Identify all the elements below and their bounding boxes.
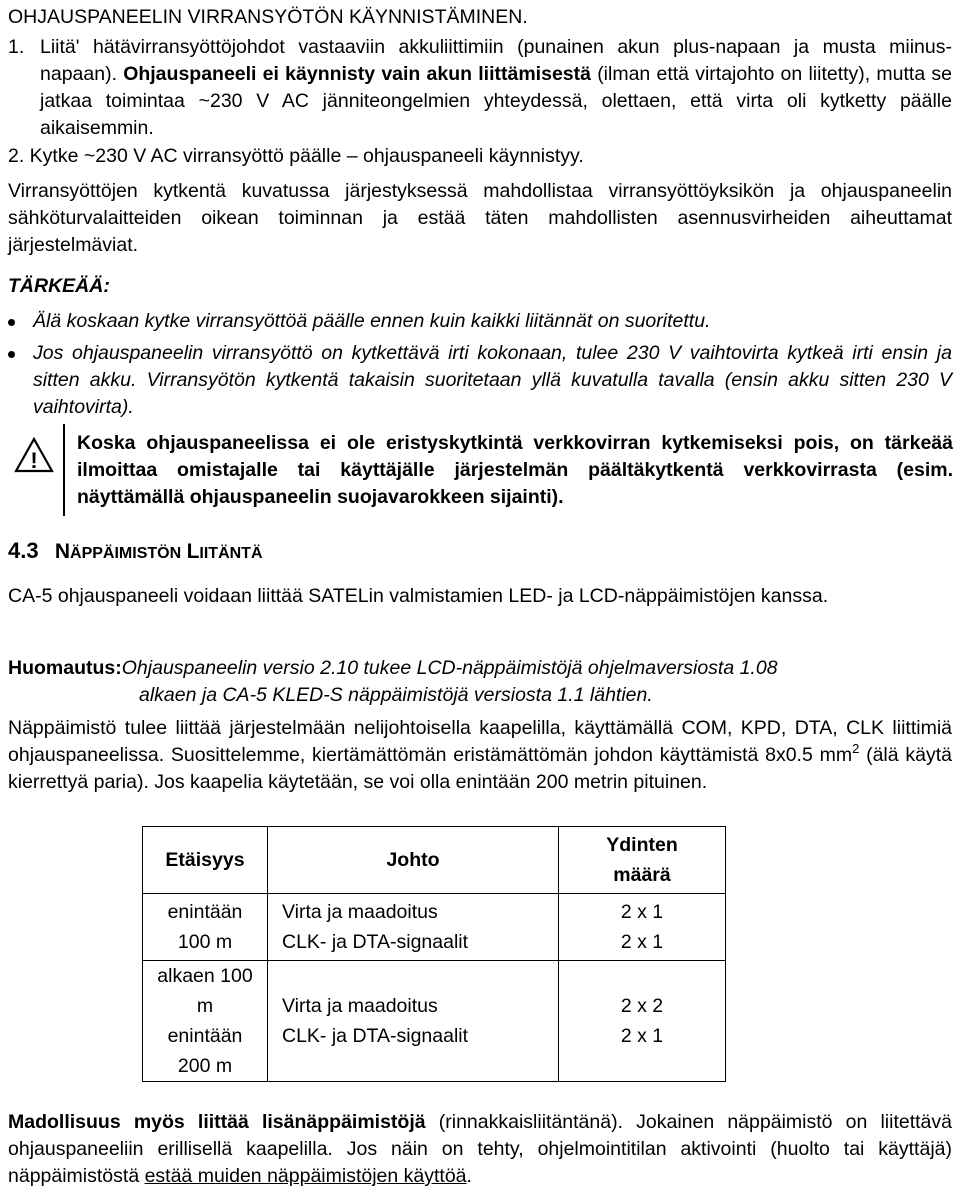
step-1-emphasis: Ohjauspaneeli ei käynnisty vain akun liittämisestä (123, 63, 591, 85)
section-heading (8, 537, 263, 567)
step-1-text-a: Liitä' hätävirransyöttöjohdot vastaaviin akkuliittimiin (punainen akun plus-napaan ja musta miinus-napaan). (40, 36, 952, 85)
bullet-icon (8, 351, 15, 358)
wire-line: CLK- ja DTA-signaalit (282, 931, 469, 953)
important-heading: TÄRKEÄÄ: (8, 275, 110, 297)
distance-cell (143, 894, 268, 961)
wire-line: Virta ja maadoitus (282, 901, 438, 923)
wire-cell (268, 961, 559, 1082)
list-item (8, 308, 952, 335)
header-distance: Etäisyys (143, 827, 268, 894)
count-cell (559, 894, 726, 961)
section-title-initial-1: N (54, 540, 71, 563)
count-cell (559, 961, 726, 1082)
cable-table (142, 826, 726, 1082)
warning-text: Koska ohjauspaneelissa ei ole eristyskytkintä verkkovirran kytkemiseksi pois, on tärkeää ilmoittaa omistajalle tai käyttäjälle järjestelmän päältäkytkentä verkkovirrasta (esim. näyttämällä ohjauspaneelin suojavarokkeen sijainti). (77, 432, 953, 508)
important-list (8, 308, 952, 426)
section-title-initial-2: L (186, 540, 200, 563)
bullet-icon (8, 319, 15, 326)
section-title-rest-1: ÄPPÄIMISTÖN (70, 545, 182, 562)
note-text-1: Ohjauspaneelin versio 2.10 tukee LCD-näppäimistöjä ohjelmaversiosta 1.08 (121, 657, 778, 679)
cable-superscript: 2 (852, 741, 860, 756)
table-row (143, 894, 726, 961)
list-item-text: Älä koskaan kytke virransyöttöä päälle ennen kuin kaikki liitännät on suoritettu. (33, 310, 711, 332)
count-line: 2 x 1 (620, 901, 664, 923)
cable-text-a: Näppäimistö tulee liittää järjestelmään nelijohtoisella kaapelilla, käyttämällä COM, KPD, DTA, CLK liittimiä ohjauspaneelissa. Suosittelemme, kiertämättömän eristämättömän johdon käyttämistä 8x0.5 mm (8, 717, 952, 766)
table-row (143, 961, 726, 1082)
paragraph-compatibility: CA-5 ohjauspaneeli voidaan liittää SATELin valmistamien LED- ja LCD-näppäimistöjen kanssa. (8, 585, 829, 607)
note-text-2: alkaen ja CA-5 KLED-S näppäimistöjä versiosta 1.1 lähtien. (139, 684, 653, 706)
additional-keypads-underlined: estää muiden näppäimistöjen käyttöä (144, 1165, 467, 1187)
note-block (8, 655, 952, 709)
wire-line: CLK- ja DTA-signaalit (282, 1025, 469, 1047)
paragraph-cable (8, 715, 952, 796)
distance-line: 200 m (177, 1055, 233, 1077)
paragraph-sequence: Virransyöttöjen kytkentä kuvatussa järjestyksessä mahdollistaa virransyöttöyksikön ja ohjauspaneelin sähköturvalaitteiden oikean toiminnan ja estää täten mahdollisten asennusvirheiden aiheuttamat järjestelmäviat. (8, 180, 952, 256)
step-1-number: 1. (8, 36, 25, 58)
step-2: 2. Kytke ~230 V AC virransyöttö päälle – ohjauspaneeli käynnistyy. (8, 145, 584, 167)
distance-line: enintään (167, 901, 243, 923)
header-core-count (559, 827, 726, 894)
step-1-text-b: (ilman että virtajohto on liitetty), mutta se jatkaa toimintaa ~230 V AC jänniteongelmien yhteydessä, olettaen, että virta oli kytketty päälle aikaisemmin. (40, 63, 952, 139)
header-wire: Johto (268, 827, 559, 894)
wire-cell (268, 894, 559, 961)
table-header-row (143, 827, 726, 894)
section-number: 4.3 (8, 538, 39, 563)
distance-cell (143, 961, 268, 1082)
paragraph-additional-keypads (8, 1109, 952, 1190)
warning-triangle-icon (14, 437, 54, 473)
distance-line: 100 m (177, 931, 233, 953)
additional-keypads-emphasis: Madollisuus myös liittää lisänäppäimistöjä (8, 1111, 426, 1133)
cable-text-b: (älä käytä kierrettyä paria). Jos kaapelia käytetään, se voi olla enintään 200 metrin pituinen. (8, 744, 952, 793)
count-line: 2 x 1 (620, 931, 664, 953)
distance-line: alkaen 100 (157, 965, 253, 987)
wire-line: Virta ja maadoitus (282, 995, 438, 1017)
count-line: 2 x 2 (620, 995, 664, 1017)
additional-keypads-end: . (466, 1165, 472, 1187)
distance-line: m (196, 995, 214, 1017)
warning-divider (63, 424, 65, 516)
step-1 (8, 34, 952, 142)
warning-mark: ! (30, 448, 38, 473)
page-title: OHJAUSPANEELIN VIRRANSYÖTÖN KÄYNNISTÄMINEN. (8, 6, 528, 28)
list-item (8, 340, 952, 421)
step-1-text (40, 34, 952, 142)
section-title-rest-2: IITÄNTÄ (199, 545, 263, 562)
header-core-count-text: Ydinten määrä (606, 834, 678, 886)
additional-keypads-text: (rinnakkaisliitäntänä). Jokainen näppäimistö on liitettävä ohjauspaneeliin erillisellä kaapelilla. Jos näin on tehty, ohjelmointitilan aktivointi (huolto tai käyttäjä) näppäimistöstä (8, 1111, 952, 1187)
count-line: 2 x 1 (620, 1025, 664, 1047)
note-line-1 (8, 655, 952, 682)
list-item-text: Jos ohjauspaneelin virransyöttö on kytkettävä irti kokonaan, tulee 230 V vaihtovirta kytkeä irti ensin ja sitten akku. Virransyötön kytkentä takaisin suoritetaan yllä kuvatulla tavalla (ensin akku sitten 230 V vaihtovirta). (33, 342, 952, 418)
note-label: Huomautus: (8, 657, 122, 679)
distance-line: enintään (167, 1025, 243, 1047)
